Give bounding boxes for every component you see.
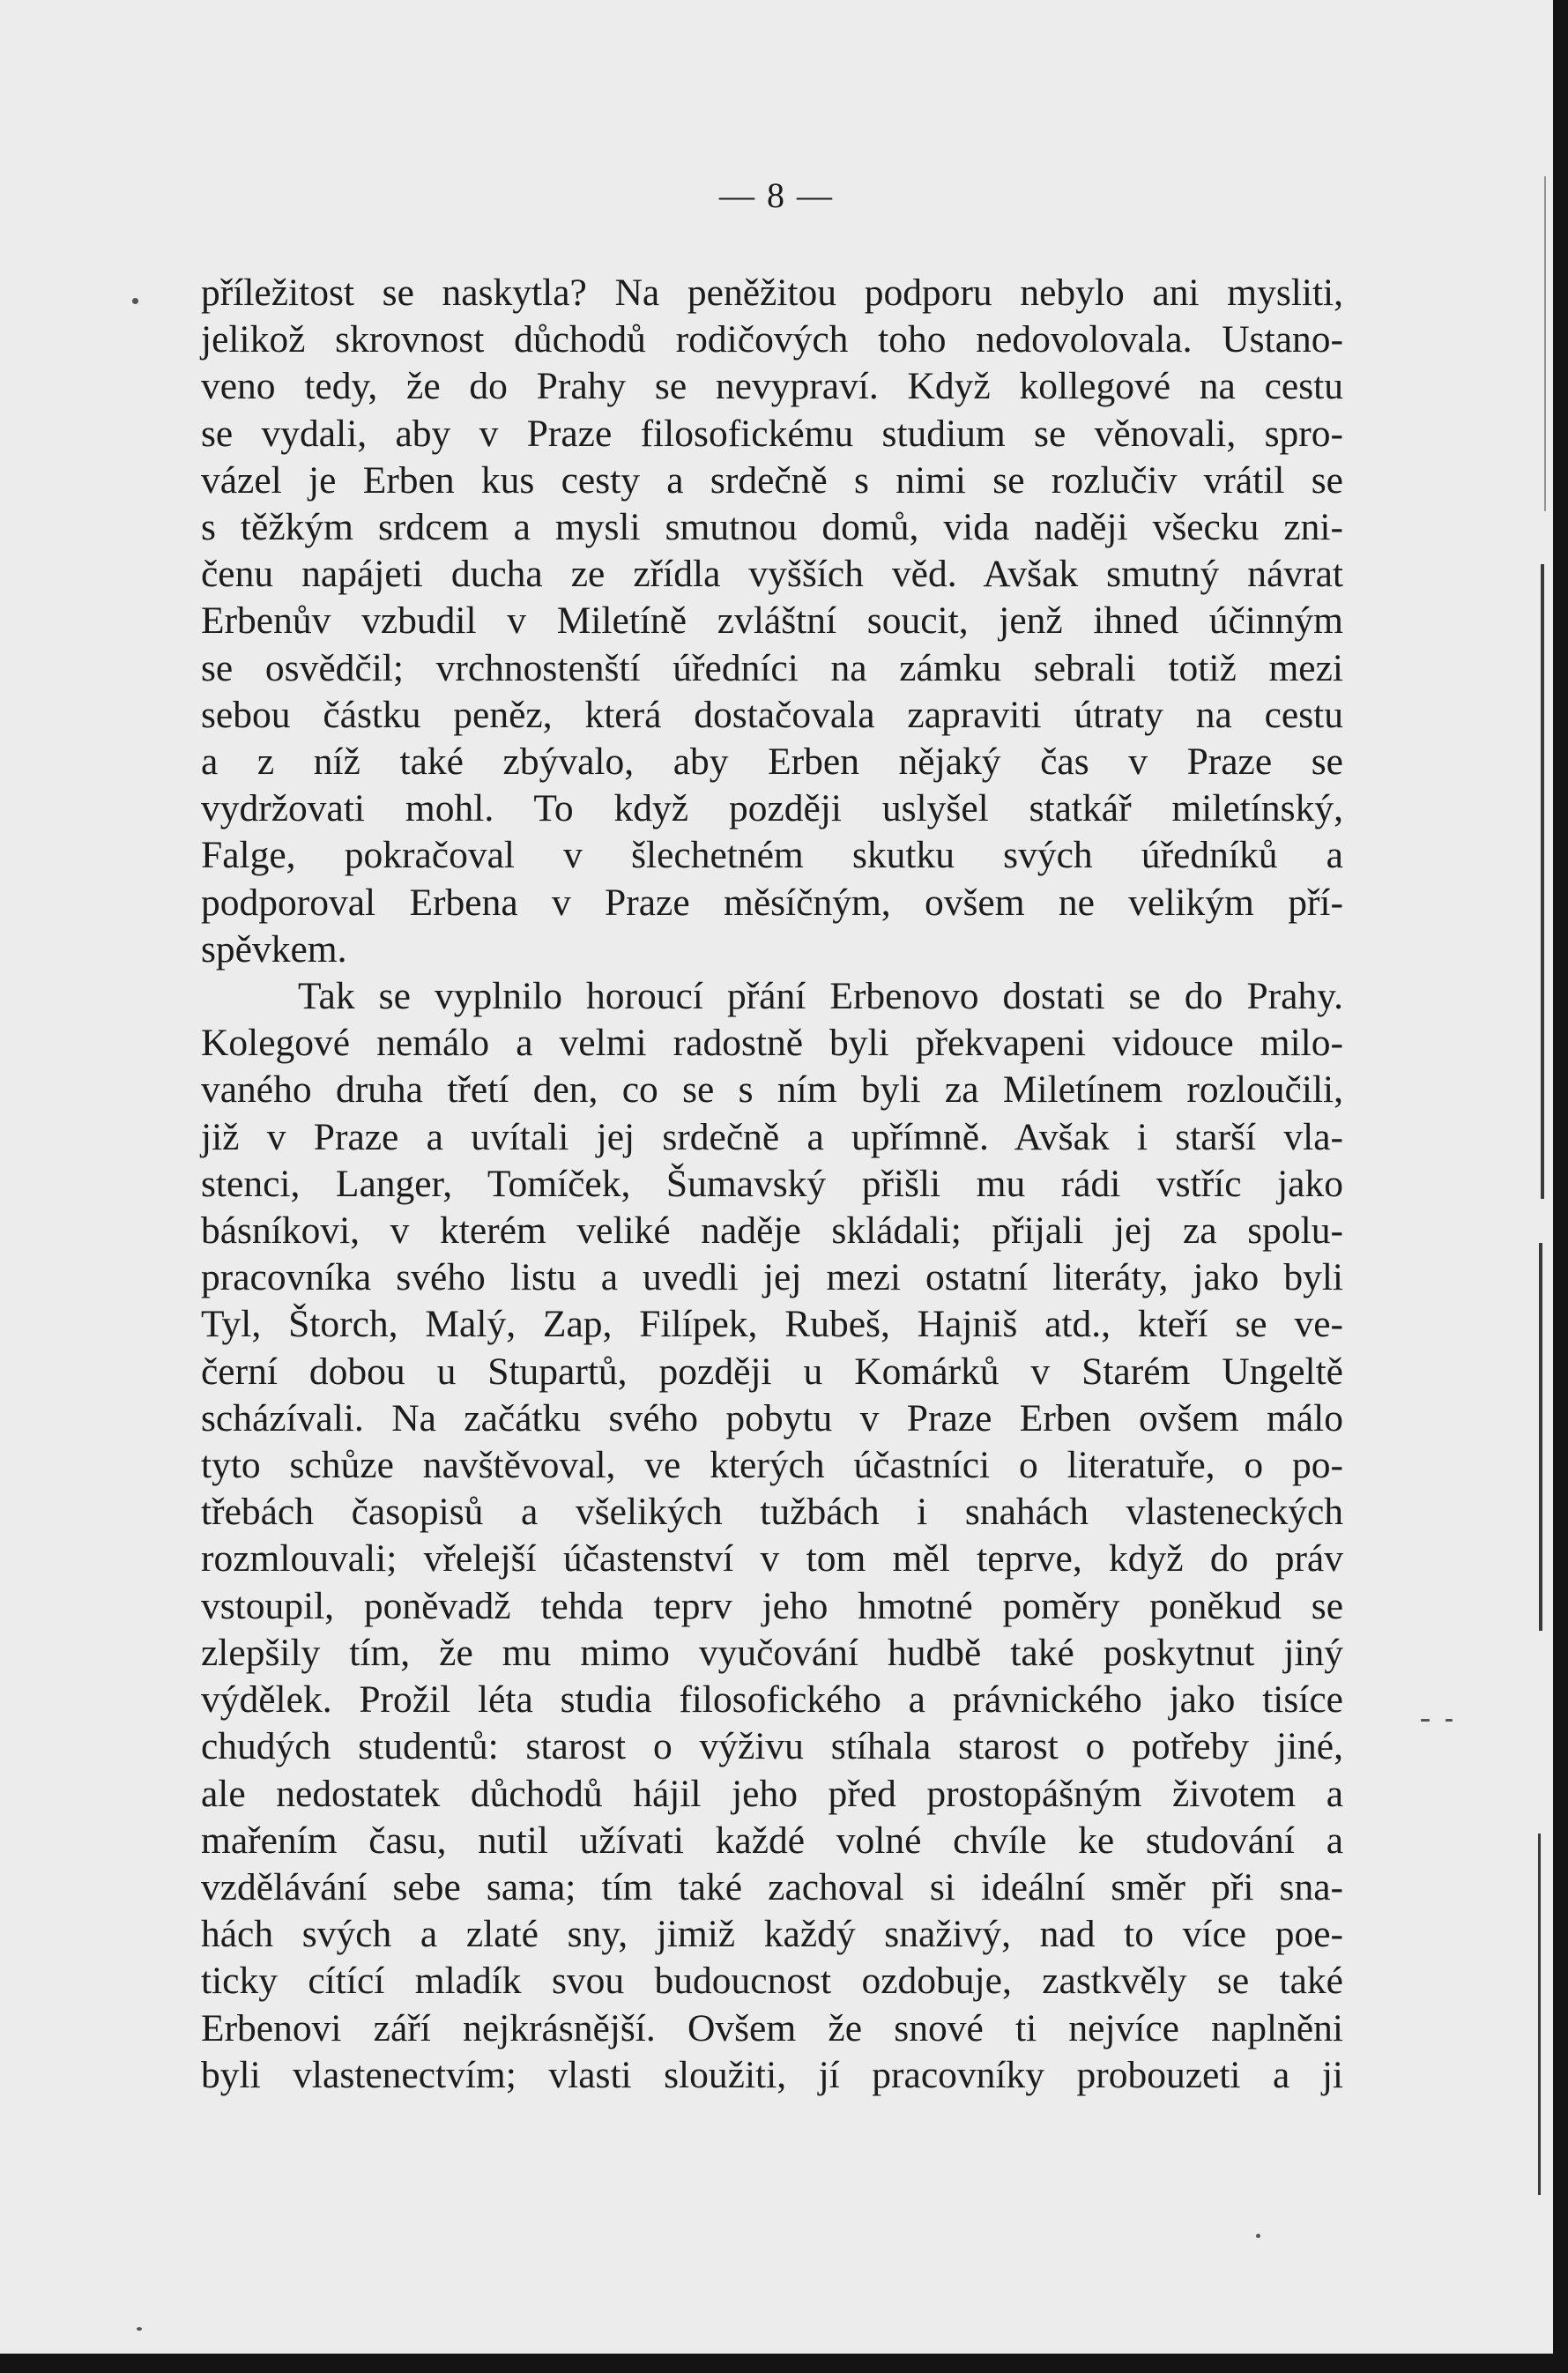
text-line: vydržovati mohl. To když později uslyšel statkář miletínský, <box>201 787 1343 830</box>
text-line: sebou částku peněz, která dostačovala zapraviti útraty na cestu <box>201 693 1343 736</box>
scan-margin-line <box>1539 1243 1542 1631</box>
text-line: scházívali. Na začátku svého pobytu v Praze Erben ovšem málo <box>201 1396 1343 1439</box>
text-line: mařením času, nutil užívati každé volné chvíle ke studování a <box>201 1819 1343 1862</box>
text-line: se osvědčil; vrchnostenští úředníci na zámku sebrali totiž mezi <box>201 646 1343 689</box>
text-line: Erbenovi září nejkrásnější. Ovšem že snové ti nejvíce naplněni <box>201 2006 1343 2049</box>
scan-speck <box>137 2327 142 2331</box>
scan-speck <box>1421 1719 1430 1722</box>
text-line: Erbenův vzbudil v Miletíně zvláštní soucit, jenž ihned účinným <box>201 599 1343 643</box>
scan-margin-line <box>1541 564 1544 1199</box>
text-line: podporoval Erbena v Praze měsíčným, ovšem ne velikým pří- <box>201 881 1343 924</box>
text-line: ticky cítící mladík svou budoucnost ozdobuje, zastkvěly se také <box>201 1960 1343 2003</box>
text-line: hách svých a zlaté sny, jimiž každý snaživý, nad to více poe- <box>201 1913 1343 1956</box>
text-line: vaného druha třetí den, co se s ním byli za Miletínem rozloučili, <box>201 1068 1343 1112</box>
scan-speck <box>1256 2234 1260 2238</box>
text-line: byli vlastenectvím; vlasti sloužiti, jí pracovníky probouzeti a ji <box>201 2053 1343 2096</box>
text-line: již v Praze a uvítali jej srdečně a upřímně. Avšak i starší vla- <box>201 1115 1343 1158</box>
text-line: příležitost se naskytla? Na peněžitou podporu nebylo ani mysliti, <box>201 272 1343 314</box>
text-line: rozmlouvali; vřelejší účastenství v tom měl teprve, když do práv <box>201 1537 1343 1581</box>
scan-speck <box>1445 1719 1453 1722</box>
text-line: čenu napájeti ducha ze zřídla vyšších věd. Avšak smutný návrat <box>201 553 1343 596</box>
text-line: veno tedy, že do Prahy se nevypraví. Když kollegové na cestu <box>201 365 1343 408</box>
text-line: výdělek. Prožil léta studia filosofického a právnického jako tisíce <box>201 1678 1343 1722</box>
text-line: tyto schůze navštěvoval, ve kterých účastníci o literatuře, o po- <box>201 1444 1343 1487</box>
text-line: básníkovi, v kterém veliké naděje skládali; přijali jej za spolu- <box>201 1209 1343 1253</box>
text-line: vázel je Erben kus cesty a srdečně s nimi se rozlučiv vrátil se <box>201 458 1343 502</box>
scan-speck <box>132 298 138 304</box>
text-line: Tak se vyplnilo horoucí přání Erbenovo dostati se do Prahy. <box>298 975 1343 1018</box>
text-line: třebách časopisů a všelikých tužbách i snahách vlasteneckých <box>201 1491 1343 1534</box>
text-line: jelikož skrovnost důchodů rodičových toho nedovolovala. Ustano- <box>201 318 1343 361</box>
scan-border-bottom <box>0 2354 1568 2373</box>
text-line: chudých studentů: starost o výživu stíhala starost o potřeby jiné, <box>201 1725 1343 1768</box>
text-line: pracovníka svého listu a uvedli jej mezi ostatní literáty, jako byli <box>201 1256 1343 1299</box>
body-text <box>201 270 1343 2099</box>
scan-border-right <box>1553 0 1568 2373</box>
text-line: vzdělávání sebe sama; tím také zachoval si ideální směr při sna- <box>201 1865 1343 1908</box>
text-line: stenci, Langer, Tomíček, Šumavský přišli mu rádi vstříc jako <box>201 1162 1343 1205</box>
page-number: — 8 — <box>719 175 834 215</box>
text-line: spěvkem. <box>201 927 347 971</box>
text-line: a z níž také zbývalo, aby Erben nějaký čas v Praze se <box>201 740 1343 784</box>
scan-margin-line <box>1538 1834 1541 2195</box>
text-line: Kolegové nemálo a velmi radostně byli překvapeni vidouce milo- <box>201 1022 1343 1065</box>
text-line: ale nedostatek důchodů hájil jeho před prostopášným životem a <box>201 1772 1343 1815</box>
text-line: Tyl, Štorch, Malý, Zap, Filípek, Rubeš, Hajniš atd., kteří se ve- <box>201 1303 1343 1346</box>
scan-margin-line <box>1544 176 1546 511</box>
text-line: vstoupil, poněvadž tehda teprv jeho hmotné poměry poněkud se <box>201 1584 1343 1627</box>
text-line: zlepšily tím, že mu mimo vyučování hudbě také poskytnut jiný <box>201 1631 1343 1674</box>
text-line: se vydali, aby v Praze filosofickému studium se věnovali, spro- <box>201 412 1343 455</box>
text-line: s těžkým srdcem a mysli smutnou domů, vida naději všecku zni- <box>201 506 1343 549</box>
text-line: Falge, pokračoval v šlechetném skutku svých úředníků a <box>201 834 1343 877</box>
text-line: černí dobou u Stupartů, později u Komárků v Starém Ungeltě <box>201 1350 1343 1393</box>
